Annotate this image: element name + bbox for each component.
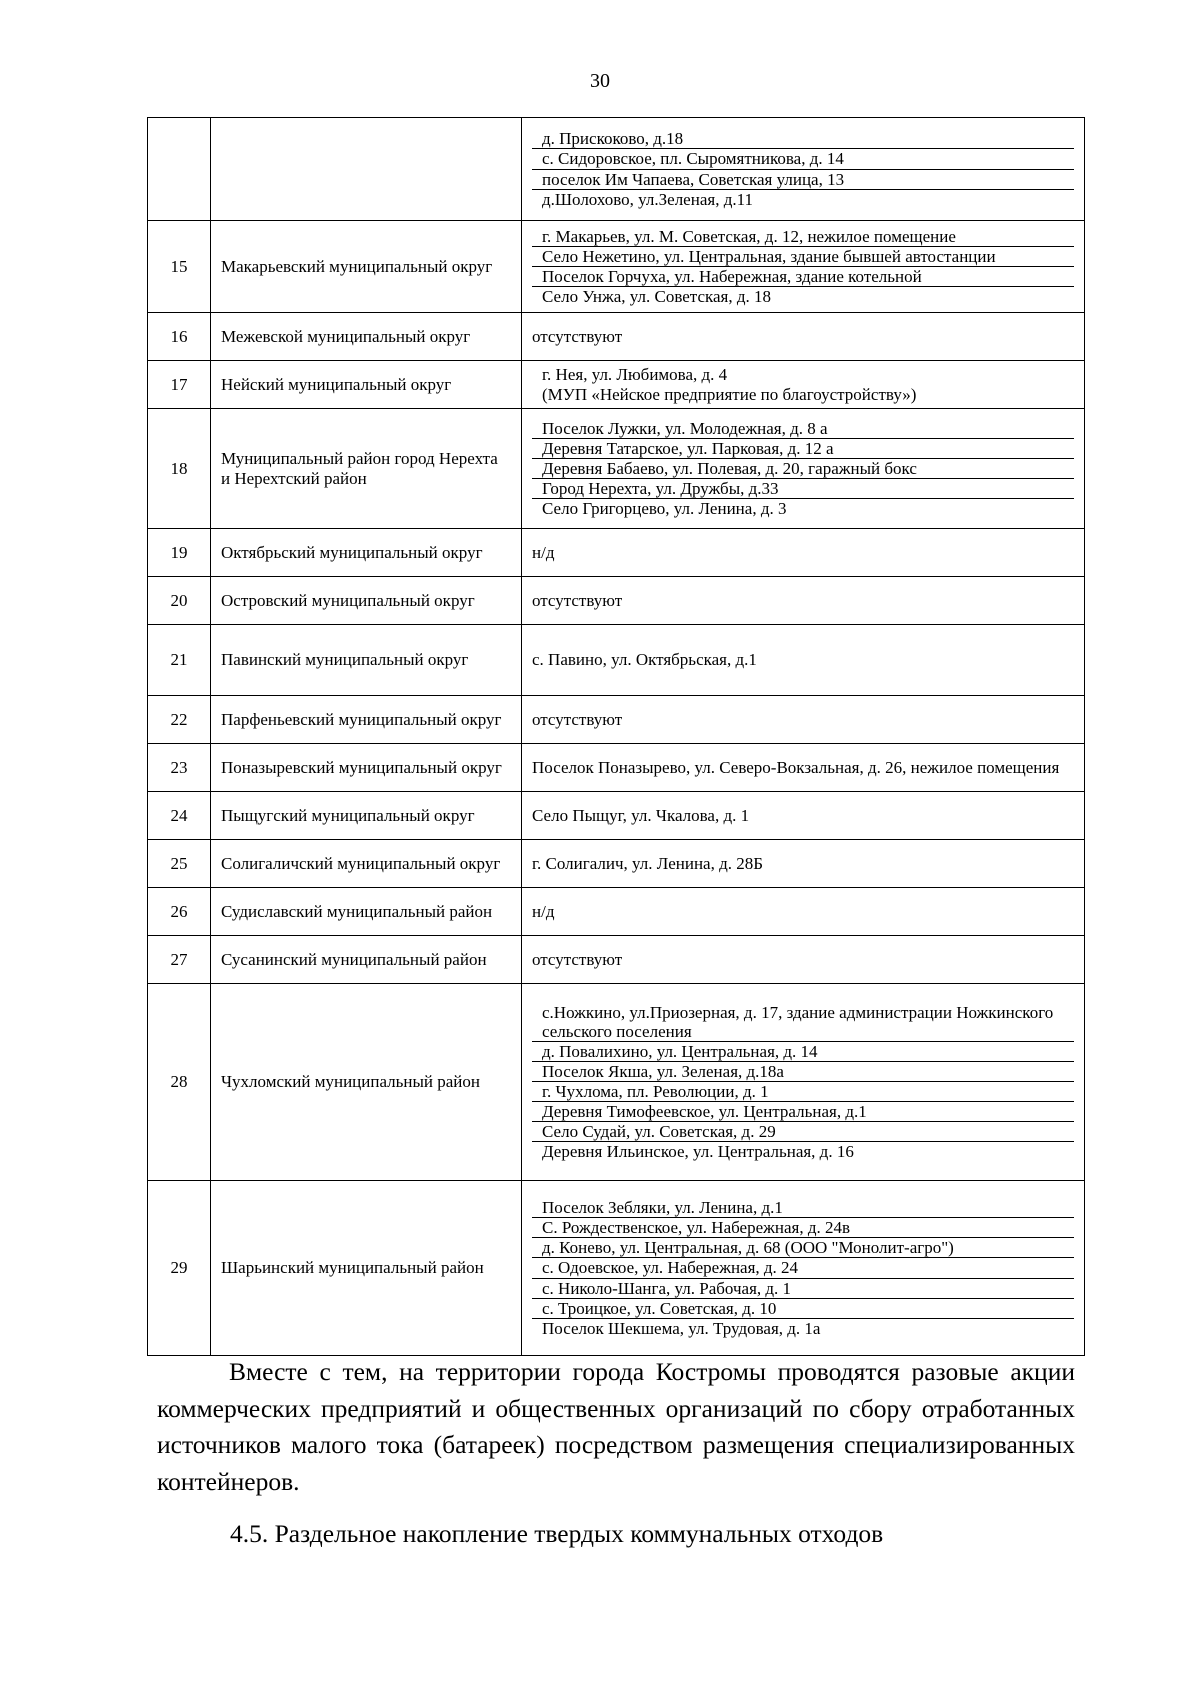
district-name: Межевской муниципальный округ (211, 313, 522, 361)
address-cell (522, 1181, 1085, 1356)
address-line: Село Григорцево, ул. Ленина, д. 3 (542, 499, 787, 519)
district-name: Поназыревский муниципальный округ (211, 744, 522, 792)
address-cell: г. Солигалич, ул. Ленина, д. 28Б (522, 840, 1085, 888)
table-row (148, 744, 1085, 792)
address-cell: отсутствуют (522, 577, 1085, 625)
address-line: Поселок Лужки, ул. Молодежная, д. 8 а (532, 419, 1074, 439)
district-name: Чухломский муниципальный район (211, 984, 522, 1181)
page-number: 30 (590, 70, 610, 92)
collection-points-table (147, 117, 1085, 1356)
row-number: 20 (148, 577, 211, 625)
address-cell: с. Павино, ул. Октябрьская, д.1 (522, 625, 1085, 696)
address-line: Деревня Татарское, ул. Парковая, д. 12 а (532, 439, 1074, 459)
row-number: 23 (148, 744, 211, 792)
address-cell: отсутствуют (522, 313, 1085, 361)
address-line: д. Прискоково, д.18 (532, 129, 1074, 149)
table-row (148, 936, 1085, 984)
district-name: Муниципальный район город Нерехта и Нерехтский район (211, 409, 522, 529)
address-line: Поселок Якша, ул. Зеленая, д.18а (532, 1062, 1074, 1082)
address-line: Село Судай, ул. Советская, д. 29 (532, 1122, 1074, 1142)
district-name: Павинский муниципальный округ (211, 625, 522, 696)
address-line: с. Одоевское, ул. Набережная, д. 24 (532, 1258, 1074, 1278)
address-line: д. Конево, ул. Центральная, д. 68 (ООО "Монолит-агро") (532, 1238, 1074, 1258)
address-cell (522, 361, 1085, 409)
address-line: Поселок Горчуха, ул. Набережная, здание котельной (532, 267, 1074, 287)
table-row (148, 313, 1085, 361)
address-cell: Село Пыщуг, ул. Чкалова, д. 1 (522, 792, 1085, 840)
table-row (148, 888, 1085, 936)
row-number: 28 (148, 984, 211, 1181)
district-name: Судиславский муниципальный район (211, 888, 522, 936)
address-cell: отсутствуют (522, 936, 1085, 984)
address-line: с.Ножкино, ул.Приозерная, д. 17, здание администрации Ножкинского сельского поселения (532, 1003, 1074, 1042)
row-number: 27 (148, 936, 211, 984)
district-name: Парфеньевский муниципальный округ (211, 696, 522, 744)
table-row (148, 792, 1085, 840)
row-number: 25 (148, 840, 211, 888)
table-row (148, 409, 1085, 529)
district-name: Октябрьский муниципальный округ (211, 529, 522, 577)
address-cell (522, 984, 1085, 1181)
address-cell (522, 221, 1085, 313)
table-row (148, 984, 1085, 1181)
row-number: 15 (148, 221, 211, 313)
address-cell (522, 118, 1085, 221)
address-line: г. Чухлома, пл. Революции, д. 1 (532, 1082, 1074, 1102)
address-line: Деревня Тимофеевское, ул. Центральная, д.1 (532, 1102, 1074, 1122)
address-cell: Поселок Поназырево, ул. Северо-Вокзальная, д. 26, нежилое помещения (522, 744, 1085, 792)
table-row (148, 118, 1085, 221)
row-number: 18 (148, 409, 211, 529)
district-name: Солигаличский муниципальный округ (211, 840, 522, 888)
address-line: (МУП «Нейское предприятие по благоустройству») (542, 384, 917, 404)
address-line: с. Троицкое, ул. Советская, д. 10 (532, 1299, 1074, 1319)
row-number (148, 118, 211, 221)
row-number: 22 (148, 696, 211, 744)
district-name: Пыщугский муниципальный округ (211, 792, 522, 840)
address-cell: отсутствуют (522, 696, 1085, 744)
address-line: с. Сидоровское, пл. Сыромятникова, д. 14 (532, 149, 1074, 169)
address-line: д.Шолохово, ул.Зеленая, д.11 (542, 189, 753, 209)
district-name: Нейский муниципальный округ (211, 361, 522, 409)
table-row (148, 529, 1085, 577)
table-row (148, 221, 1085, 313)
table-row (148, 696, 1085, 744)
address-line: Село Унжа, ул. Советская, д. 18 (542, 287, 772, 307)
row-number: 29 (148, 1181, 211, 1356)
address-line: Поселок Шекшема, ул. Трудовая, д. 1а (542, 1318, 821, 1338)
address-cell: н/д (522, 529, 1085, 577)
address-line: с. Николо-Шанга, ул. Рабочая, д. 1 (532, 1279, 1074, 1299)
row-number: 21 (148, 625, 211, 696)
row-number: 16 (148, 313, 211, 361)
table-row (148, 625, 1085, 696)
table-row (148, 577, 1085, 625)
district-name: Шарьинский муниципальный район (211, 1181, 522, 1356)
row-number: 17 (148, 361, 211, 409)
address-line: Деревня Бабаево, ул. Полевая, д. 20, гаражный бокс (532, 459, 1074, 479)
address-line: г. Макарьев, ул. М. Советская, д. 12, нежилое помещение (532, 227, 1074, 247)
address-line: г. Нея, ул. Любимова, д. 4 (542, 365, 728, 385)
district-name: Островский муниципальный округ (211, 577, 522, 625)
address-line: Город Нерехта, ул. Дружбы, д.33 (532, 479, 1074, 499)
address-line: С. Рождественское, ул. Набережная, д. 24в (532, 1218, 1074, 1238)
address-cell: н/д (522, 888, 1085, 936)
section-heading: 4.5. Раздельное накопление твердых коммунальных отходов (230, 1519, 884, 1548)
row-number: 19 (148, 529, 211, 577)
address-line: поселок Им Чапаева, Советская улица, 13 (532, 170, 1074, 190)
address-line: Село Нежетино, ул. Центральная, здание бывшей автостанции (532, 247, 1074, 267)
table-row (148, 1181, 1085, 1356)
row-number: 26 (148, 888, 211, 936)
address-line: Деревня Ильинское, ул. Центральная, д. 16 (542, 1142, 854, 1162)
body-paragraph: Вместе с тем, на территории города Костромы проводятся разовые акции коммерческих предприятий и общественных организаций по сбору отработанных источников малого тока (батареек) посредством размещения специализированных контейнеров. (157, 1357, 1075, 1496)
table-row (148, 361, 1085, 409)
row-number: 24 (148, 792, 211, 840)
table-row (148, 840, 1085, 888)
district-name (211, 118, 522, 221)
address-line: Поселок Зебляки, ул. Ленина, д.1 (532, 1198, 1074, 1218)
district-name: Сусанинский муниципальный район (211, 936, 522, 984)
address-line: д. Повалихино, ул. Центральная, д. 14 (532, 1042, 1074, 1062)
district-name: Макарьевский муниципальный округ (211, 221, 522, 313)
address-cell (522, 409, 1085, 529)
